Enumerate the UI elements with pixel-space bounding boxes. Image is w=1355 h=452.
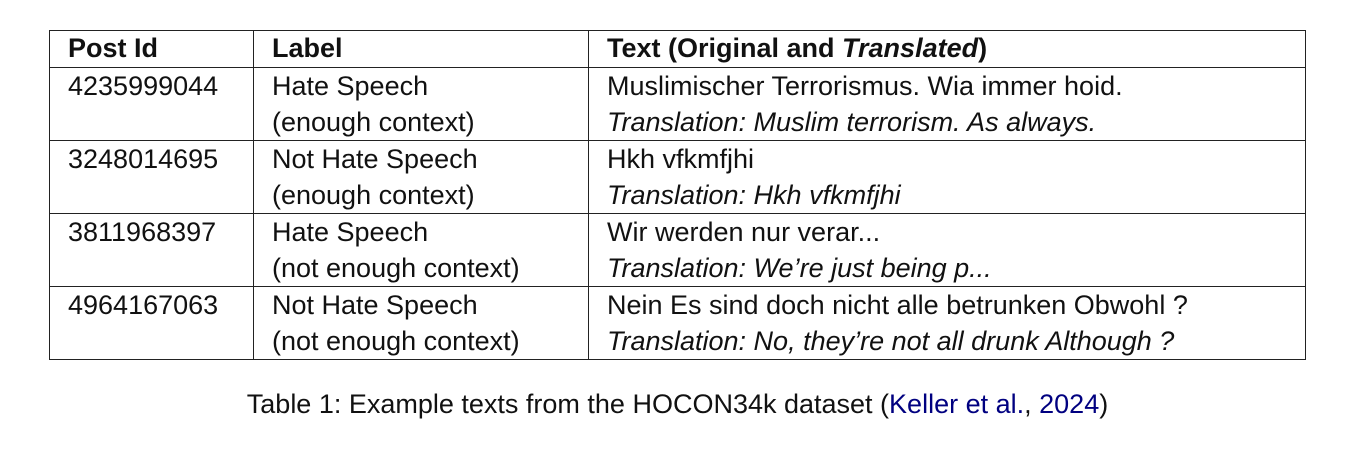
label-cell xyxy=(254,214,589,287)
header-post-id: Post Id xyxy=(50,31,254,68)
original-text: Muslimischer Terrorismus. Wia immer hoid. xyxy=(607,71,1123,101)
table-row xyxy=(50,141,1306,214)
citation-year-link[interactable]: 2024 xyxy=(1039,389,1100,419)
translation-text: Translation: No, they’re not all drunk Although ? xyxy=(607,326,1175,356)
citation-authors-link[interactable]: Keller et al. xyxy=(889,389,1025,419)
original-text: Hkh vfkmfjhi xyxy=(607,144,755,174)
original-text: Wir werden nur verar... xyxy=(607,217,881,247)
header-text-italic: Translated xyxy=(842,33,979,63)
post-id-cell: 4964167063 xyxy=(50,287,254,360)
label-main: Not Hate Speech xyxy=(272,144,478,174)
label-main: Not Hate Speech xyxy=(272,290,478,320)
post-id-cell: 3811968397 xyxy=(50,214,254,287)
table-caption xyxy=(0,386,1355,422)
post-id-cell: 3248014695 xyxy=(50,141,254,214)
header-text xyxy=(589,31,1306,68)
caption-prefix: Table 1: Example texts from the HOCON34k dataset ( xyxy=(246,389,890,419)
translation-text: Translation: We’re just being p... xyxy=(607,253,992,283)
label-main: Hate Speech xyxy=(272,217,429,247)
label-main: Hate Speech xyxy=(272,71,429,101)
text-cell xyxy=(589,287,1306,360)
translation-text: Translation: Hkh vfkmfjhi xyxy=(607,180,901,210)
label-cell xyxy=(254,287,589,360)
label-context: (not enough context) xyxy=(272,326,520,356)
text-cell xyxy=(589,141,1306,214)
table-container xyxy=(49,30,1305,360)
text-cell xyxy=(589,214,1306,287)
original-text: Nein Es sind doch nicht alle betrunken Obwohl ? xyxy=(607,290,1188,320)
label-context: (enough context) xyxy=(272,180,475,210)
text-cell xyxy=(589,68,1306,141)
label-cell xyxy=(254,68,589,141)
table-row xyxy=(50,214,1306,287)
label-context: (enough context) xyxy=(272,107,475,137)
post-id-cell: 4235999044 xyxy=(50,68,254,141)
label-cell xyxy=(254,141,589,214)
header-text-suffix: ) xyxy=(978,33,988,63)
header-text-prefix: Text (Original and xyxy=(607,33,843,63)
translation-text: Translation: Muslim terrorism. As always. xyxy=(607,107,1097,137)
caption-suffix: ) xyxy=(1099,389,1109,419)
examples-table xyxy=(49,30,1306,360)
caption-separator: , xyxy=(1024,389,1040,419)
header-label: Label xyxy=(254,31,589,68)
table-row xyxy=(50,287,1306,360)
label-context: (not enough context) xyxy=(272,253,520,283)
table-row xyxy=(50,68,1306,141)
header-row xyxy=(50,31,1306,68)
